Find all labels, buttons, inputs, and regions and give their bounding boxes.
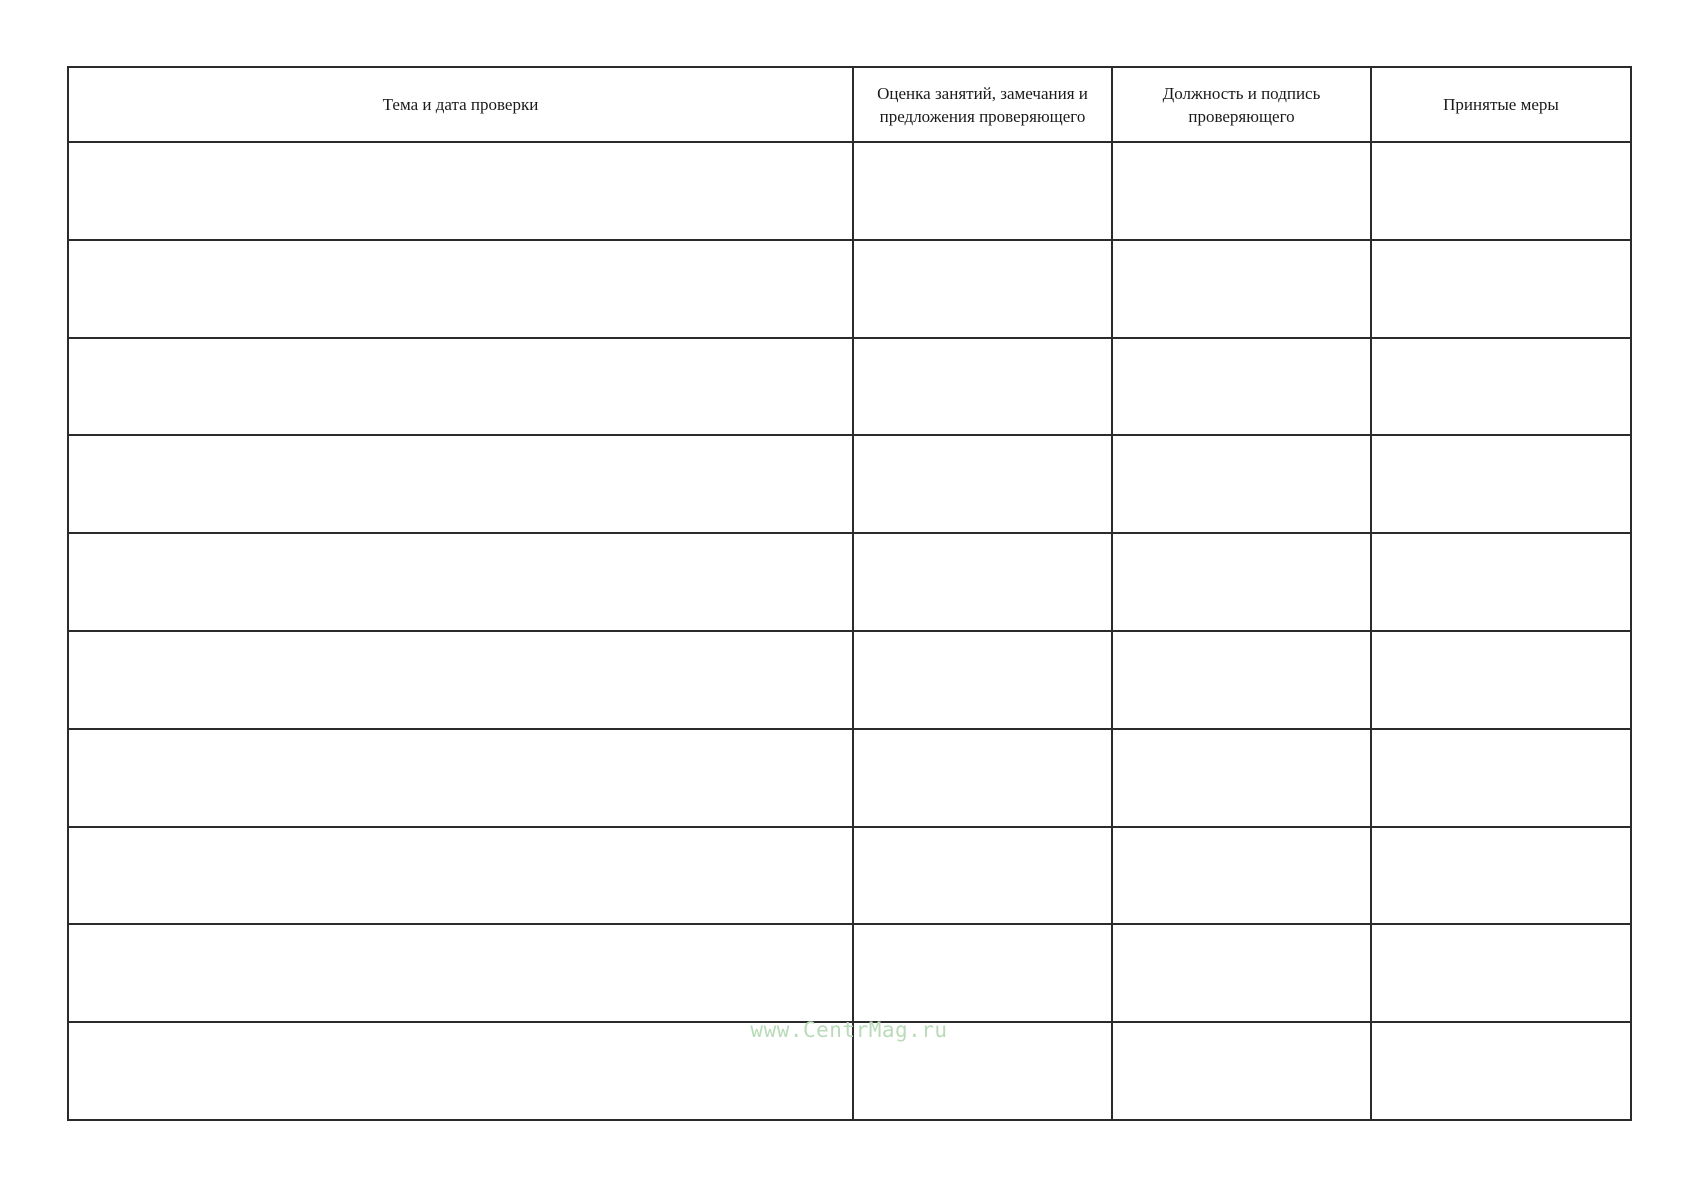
cell-measures-taken[interactable] xyxy=(1371,533,1631,631)
cell-evaluation-remarks[interactable] xyxy=(853,142,1112,240)
cell-position-signature[interactable] xyxy=(1112,631,1371,729)
header-measures-taken: Принятые меры xyxy=(1371,67,1631,142)
table-row xyxy=(68,142,1631,240)
cell-evaluation-remarks[interactable] xyxy=(853,631,1112,729)
cell-topic-date[interactable] xyxy=(68,729,853,827)
cell-position-signature[interactable] xyxy=(1112,533,1371,631)
cell-position-signature[interactable] xyxy=(1112,827,1371,925)
cell-topic-date[interactable] xyxy=(68,631,853,729)
cell-evaluation-remarks[interactable] xyxy=(853,338,1112,436)
watermark: www.CentrMag.ru xyxy=(750,1018,948,1042)
cell-measures-taken[interactable] xyxy=(1371,338,1631,436)
cell-evaluation-remarks[interactable] xyxy=(853,435,1112,533)
cell-measures-taken[interactable] xyxy=(1371,142,1631,240)
cell-evaluation-remarks[interactable] xyxy=(853,240,1112,338)
cell-measures-taken[interactable] xyxy=(1371,631,1631,729)
table-row xyxy=(68,924,1631,1022)
cell-measures-taken[interactable] xyxy=(1371,435,1631,533)
cell-position-signature[interactable] xyxy=(1112,729,1371,827)
cell-topic-date[interactable] xyxy=(68,533,853,631)
table-row xyxy=(68,1022,1631,1120)
table-row xyxy=(68,240,1631,338)
cell-topic-date[interactable] xyxy=(68,240,853,338)
table-row xyxy=(68,435,1631,533)
cell-measures-taken[interactable] xyxy=(1371,827,1631,925)
table-row xyxy=(68,729,1631,827)
table-row xyxy=(68,533,1631,631)
table-header-row xyxy=(68,67,1631,142)
cell-position-signature[interactable] xyxy=(1112,435,1371,533)
cell-evaluation-remarks[interactable] xyxy=(853,533,1112,631)
table-row xyxy=(68,631,1631,729)
cell-evaluation-remarks[interactable] xyxy=(853,1022,1112,1120)
cell-measures-taken[interactable] xyxy=(1371,240,1631,338)
cell-topic-date[interactable] xyxy=(68,827,853,925)
header-position-signature: Должность и подпись проверяющего xyxy=(1112,67,1371,142)
cell-topic-date[interactable] xyxy=(68,924,853,1022)
cell-position-signature[interactable] xyxy=(1112,240,1371,338)
cell-position-signature[interactable] xyxy=(1112,142,1371,240)
header-topic-date: Тема и дата проверки xyxy=(68,67,853,142)
cell-position-signature[interactable] xyxy=(1112,924,1371,1022)
cell-topic-date[interactable] xyxy=(68,435,853,533)
cell-evaluation-remarks[interactable] xyxy=(853,827,1112,925)
cell-evaluation-remarks[interactable] xyxy=(853,729,1112,827)
cell-topic-date[interactable] xyxy=(68,1022,853,1120)
cell-topic-date[interactable] xyxy=(68,338,853,436)
cell-measures-taken[interactable] xyxy=(1371,1022,1631,1120)
header-evaluation-remarks: Оценка занятий, замечания и предложения проверяющего xyxy=(853,67,1112,142)
cell-evaluation-remarks[interactable] xyxy=(853,924,1112,1022)
cell-measures-taken[interactable] xyxy=(1371,924,1631,1022)
table-body xyxy=(68,142,1631,1120)
cell-topic-date[interactable] xyxy=(68,142,853,240)
table-row xyxy=(68,827,1631,925)
table-row xyxy=(68,338,1631,436)
cell-position-signature[interactable] xyxy=(1112,1022,1371,1120)
inspection-log-table xyxy=(67,66,1632,1121)
cell-measures-taken[interactable] xyxy=(1371,729,1631,827)
cell-position-signature[interactable] xyxy=(1112,338,1371,436)
